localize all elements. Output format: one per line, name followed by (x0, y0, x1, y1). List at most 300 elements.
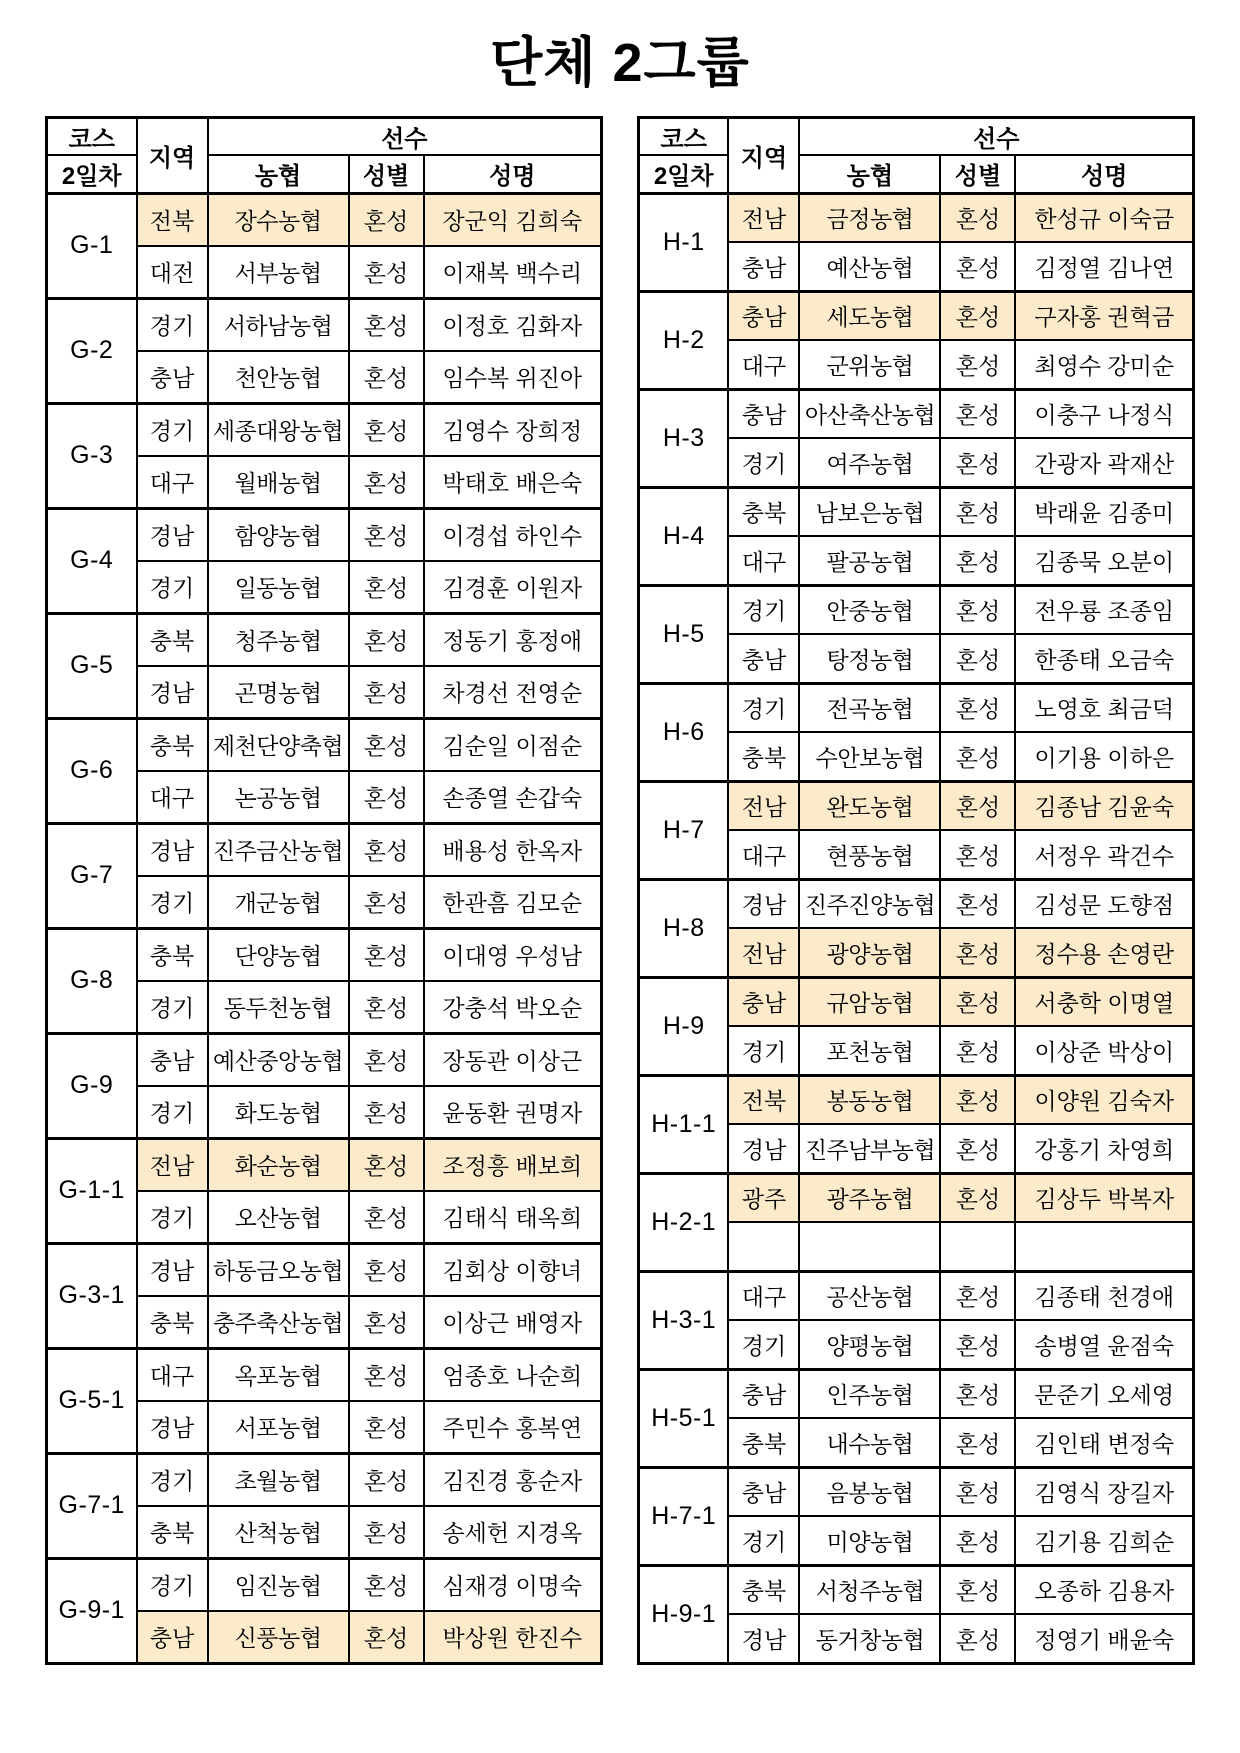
name-cell: 김기용 김희순 (1015, 1516, 1193, 1565)
name-cell: 김인태 변정숙 (1015, 1418, 1193, 1467)
gender-cell: 혼성 (940, 1369, 1015, 1418)
region-cell: 충북 (728, 732, 799, 781)
region-cell: 전남 (728, 781, 799, 830)
coop-cell: 제천단양축협 (208, 718, 349, 771)
course-cell: H-1-1 (638, 1075, 728, 1173)
coop-cell: 청주농협 (208, 613, 349, 666)
course-cell: H-4 (638, 487, 728, 585)
coop-cell (799, 1222, 940, 1271)
gender-cell: 혼성 (349, 403, 424, 456)
name-cell: 장동관 이상근 (424, 1033, 602, 1086)
gender-cell: 혼성 (940, 1124, 1015, 1173)
region-cell: 경기 (137, 1191, 208, 1244)
gender-cell: 혼성 (940, 389, 1015, 438)
name-cell: 김종태 천경애 (1015, 1271, 1193, 1320)
course-cell: H-3-1 (638, 1271, 728, 1369)
gender-cell: 혼성 (349, 1611, 424, 1664)
table-body (47, 193, 602, 1663)
region-cell: 충남 (728, 977, 799, 1026)
region-cell: 경남 (728, 879, 799, 928)
coop-cell: 현풍농협 (799, 830, 940, 879)
name-cell: 김회상 이향녀 (424, 1243, 602, 1296)
region-cell: 대구 (137, 1348, 208, 1401)
region-cell: 충북 (137, 928, 208, 981)
gender-cell: 혼성 (940, 1075, 1015, 1124)
coop-cell: 하동금오농협 (208, 1243, 349, 1296)
coop-cell: 아산축산농협 (799, 389, 940, 438)
coop-cell: 세종대왕농협 (208, 403, 349, 456)
course-cell: G-2 (47, 298, 137, 403)
tables-container (45, 116, 1195, 1665)
header-region: 지역 (728, 117, 799, 193)
course-cell: G-3-1 (47, 1243, 137, 1348)
name-cell: 정수용 손영란 (1015, 928, 1193, 977)
region-cell: 충남 (728, 634, 799, 683)
region-cell: 경남 (137, 1401, 208, 1454)
coop-cell: 함양농협 (208, 508, 349, 561)
coop-cell: 안중농협 (799, 585, 940, 634)
name-cell: 간광자 곽재산 (1015, 438, 1193, 487)
region-cell: 충남 (137, 1611, 208, 1664)
name-cell: 김태식 태옥희 (424, 1191, 602, 1244)
coop-cell: 군위농협 (799, 340, 940, 389)
coop-cell: 포천농협 (799, 1026, 940, 1075)
course-cell: G-1-1 (47, 1138, 137, 1243)
gender-cell: 혼성 (940, 634, 1015, 683)
course-cell: H-9 (638, 977, 728, 1075)
header-course: 코스 (47, 117, 137, 155)
team-row (638, 879, 1193, 928)
name-cell: 박상원 한진수 (424, 1611, 602, 1664)
team-row (638, 977, 1193, 1026)
name-cell: 김성문 도향점 (1015, 879, 1193, 928)
coop-cell: 단양농협 (208, 928, 349, 981)
gender-cell: 혼성 (940, 830, 1015, 879)
region-cell: 대구 (137, 771, 208, 824)
coop-cell: 산척농협 (208, 1506, 349, 1559)
name-cell: 심재경 이명숙 (424, 1558, 602, 1611)
coop-cell: 서포농협 (208, 1401, 349, 1454)
course-cell: H-5-1 (638, 1369, 728, 1467)
gender-cell: 혼성 (940, 1565, 1015, 1614)
name-cell: 김상두 박복자 (1015, 1173, 1193, 1222)
course-cell: H-5 (638, 585, 728, 683)
group-table-left (45, 116, 603, 1665)
gender-cell: 혼성 (349, 1401, 424, 1454)
coop-cell: 탕정농협 (799, 634, 940, 683)
region-cell: 경기 (728, 1026, 799, 1075)
coop-cell: 세도농협 (799, 291, 940, 340)
region-cell: 경남 (137, 1243, 208, 1296)
course-cell: G-1 (47, 193, 137, 298)
region-cell: 경기 (137, 1086, 208, 1139)
name-cell: 송병열 윤점숙 (1015, 1320, 1193, 1369)
region-cell: 경기 (137, 1558, 208, 1611)
name-cell: 최영수 강미순 (1015, 340, 1193, 389)
name-cell: 김영식 장길자 (1015, 1467, 1193, 1516)
coop-cell: 오산농협 (208, 1191, 349, 1244)
team-row (638, 1173, 1193, 1222)
coop-cell: 논공농협 (208, 771, 349, 824)
name-cell: 김순일 이점순 (424, 718, 602, 771)
coop-cell: 초월농협 (208, 1453, 349, 1506)
name-cell: 강홍기 차영희 (1015, 1124, 1193, 1173)
gender-cell: 혼성 (940, 1026, 1015, 1075)
name-cell: 이경섭 하인수 (424, 508, 602, 561)
gender-cell: 혼성 (349, 508, 424, 561)
coop-cell: 금정농협 (799, 193, 940, 242)
region-cell: 충남 (728, 389, 799, 438)
team-row (638, 1075, 1193, 1124)
region-cell: 대구 (728, 340, 799, 389)
gender-cell: 혼성 (349, 981, 424, 1034)
gender-cell: 혼성 (349, 1453, 424, 1506)
header-player: 선수 (208, 117, 602, 155)
region-cell: 충북 (728, 487, 799, 536)
coop-cell: 화순농협 (208, 1138, 349, 1191)
name-cell: 서정우 곽건수 (1015, 830, 1193, 879)
table-header (638, 117, 1193, 193)
name-cell: 이재복 백수리 (424, 246, 602, 299)
region-cell: 충남 (728, 1369, 799, 1418)
gender-cell: 혼성 (940, 242, 1015, 291)
coop-cell: 내수농협 (799, 1418, 940, 1467)
course-cell: G-4 (47, 508, 137, 613)
gender-cell (940, 1222, 1015, 1271)
name-cell: 한성규 이숙금 (1015, 193, 1193, 242)
gender-cell: 혼성 (940, 585, 1015, 634)
coop-cell: 팔공농협 (799, 536, 940, 585)
coop-cell: 화도농협 (208, 1086, 349, 1139)
region-cell: 경기 (728, 438, 799, 487)
gender-cell: 혼성 (349, 1033, 424, 1086)
gender-cell: 혼성 (349, 1348, 424, 1401)
team-row (638, 585, 1193, 634)
name-cell: 이정호 김화자 (424, 298, 602, 351)
gender-cell: 혼성 (940, 928, 1015, 977)
region-cell: 경기 (137, 1453, 208, 1506)
gender-cell: 혼성 (349, 1243, 424, 1296)
gender-cell: 혼성 (940, 291, 1015, 340)
region-cell: 충북 (728, 1565, 799, 1614)
coop-cell: 광양농협 (799, 928, 940, 977)
course-cell: H-8 (638, 879, 728, 977)
gender-cell: 혼성 (349, 456, 424, 509)
course-cell: G-8 (47, 928, 137, 1033)
name-cell: 이상준 박상이 (1015, 1026, 1193, 1075)
name-cell: 정동기 홍정애 (424, 613, 602, 666)
coop-cell: 동거창농협 (799, 1614, 940, 1663)
team-row (47, 823, 602, 876)
region-cell: 경남 (728, 1614, 799, 1663)
coop-cell: 진주남부농협 (799, 1124, 940, 1173)
team-row (47, 403, 602, 456)
coop-cell: 전곡농협 (799, 683, 940, 732)
header-day: 2일차 (638, 155, 728, 193)
gender-cell: 혼성 (940, 1516, 1015, 1565)
team-row (47, 718, 602, 771)
team-row (638, 781, 1193, 830)
region-cell: 경기 (728, 683, 799, 732)
coop-cell: 공산농협 (799, 1271, 940, 1320)
name-cell: 송세헌 지경옥 (424, 1506, 602, 1559)
region-cell: 경기 (137, 298, 208, 351)
gender-cell: 혼성 (349, 1138, 424, 1191)
course-cell: G-3 (47, 403, 137, 508)
coop-cell: 여주농협 (799, 438, 940, 487)
course-cell: G-5 (47, 613, 137, 718)
gender-cell: 혼성 (940, 732, 1015, 781)
region-cell: 전북 (137, 193, 208, 246)
name-cell: 김경훈 이원자 (424, 561, 602, 614)
course-cell: H-9-1 (638, 1565, 728, 1663)
gender-cell: 혼성 (940, 487, 1015, 536)
team-row (638, 683, 1193, 732)
header-player: 선수 (799, 117, 1193, 155)
region-cell: 대구 (728, 536, 799, 585)
name-cell: 주민수 홍복연 (424, 1401, 602, 1454)
name-cell: 이기용 이하은 (1015, 732, 1193, 781)
team-row (638, 291, 1193, 340)
course-cell: G-7 (47, 823, 137, 928)
gender-cell: 혼성 (940, 193, 1015, 242)
gender-cell: 혼성 (349, 876, 424, 929)
course-cell: G-6 (47, 718, 137, 823)
course-cell: H-1 (638, 193, 728, 291)
region-cell (728, 1222, 799, 1271)
region-cell: 전북 (728, 1075, 799, 1124)
table-body (638, 193, 1193, 1663)
course-cell: G-9 (47, 1033, 137, 1138)
coop-cell: 일동농협 (208, 561, 349, 614)
region-cell: 충남 (728, 291, 799, 340)
group-table-right (637, 116, 1195, 1665)
team-row (47, 193, 602, 246)
coop-cell: 천안농협 (208, 351, 349, 404)
name-cell: 한종태 오금숙 (1015, 634, 1193, 683)
name-cell: 조정흥 배보희 (424, 1138, 602, 1191)
team-row (47, 1138, 602, 1191)
header-gender: 성별 (349, 155, 424, 193)
gender-cell: 혼성 (940, 438, 1015, 487)
team-row (638, 1565, 1193, 1614)
region-cell: 경남 (137, 823, 208, 876)
gender-cell: 혼성 (349, 1506, 424, 1559)
name-cell: 임수복 위진아 (424, 351, 602, 404)
course-cell: G-5-1 (47, 1348, 137, 1453)
coop-cell: 수안보농협 (799, 732, 940, 781)
team-row (47, 1033, 602, 1086)
name-cell: 전우룡 조종임 (1015, 585, 1193, 634)
header-coop: 농협 (799, 155, 940, 193)
name-cell: 이충구 나정식 (1015, 389, 1193, 438)
coop-cell: 완도농협 (799, 781, 940, 830)
team-row (638, 1467, 1193, 1516)
team-row (47, 1243, 602, 1296)
gender-cell: 혼성 (349, 666, 424, 719)
table-header (47, 117, 602, 193)
region-cell: 충북 (137, 1506, 208, 1559)
name-cell: 박태호 배은숙 (424, 456, 602, 509)
team-row (638, 1271, 1193, 1320)
gender-cell: 혼성 (349, 718, 424, 771)
gender-cell: 혼성 (940, 1614, 1015, 1663)
team-row (47, 1558, 602, 1611)
name-cell: 이양원 김숙자 (1015, 1075, 1193, 1124)
region-cell: 경기 (137, 981, 208, 1034)
gender-cell: 혼성 (940, 781, 1015, 830)
gender-cell: 혼성 (349, 193, 424, 246)
region-cell: 충남 (728, 1467, 799, 1516)
name-cell: 김진경 홍순자 (424, 1453, 602, 1506)
gender-cell: 혼성 (349, 246, 424, 299)
coop-cell: 서청주농협 (799, 1565, 940, 1614)
team-row (47, 1453, 602, 1506)
name-cell (1015, 1222, 1193, 1271)
header-name: 성명 (424, 155, 602, 193)
coop-cell: 광주농협 (799, 1173, 940, 1222)
course-cell: H-2-1 (638, 1173, 728, 1271)
gender-cell: 혼성 (349, 928, 424, 981)
name-cell: 김종남 김윤숙 (1015, 781, 1193, 830)
region-cell: 광주 (728, 1173, 799, 1222)
region-cell: 경남 (728, 1124, 799, 1173)
gender-cell: 혼성 (349, 1558, 424, 1611)
region-cell: 충남 (137, 351, 208, 404)
team-row (47, 928, 602, 981)
name-cell: 서충학 이명열 (1015, 977, 1193, 1026)
name-cell: 이상근 배영자 (424, 1296, 602, 1349)
course-cell: G-9-1 (47, 1558, 137, 1663)
gender-cell: 혼성 (349, 1086, 424, 1139)
team-row (638, 193, 1193, 242)
region-cell: 경기 (728, 1516, 799, 1565)
coop-cell: 옥포농협 (208, 1348, 349, 1401)
coop-cell: 봉동농협 (799, 1075, 940, 1124)
region-cell: 전남 (728, 928, 799, 977)
team-row (638, 487, 1193, 536)
gender-cell: 혼성 (349, 1191, 424, 1244)
coop-cell: 장수농협 (208, 193, 349, 246)
team-row (47, 508, 602, 561)
gender-cell: 혼성 (940, 1271, 1015, 1320)
name-cell: 배용성 한옥자 (424, 823, 602, 876)
coop-cell: 동두천농협 (208, 981, 349, 1034)
name-cell: 정영기 배윤숙 (1015, 1614, 1193, 1663)
coop-cell: 음봉농협 (799, 1467, 940, 1516)
region-cell: 충남 (137, 1033, 208, 1086)
gender-cell: 혼성 (349, 613, 424, 666)
name-cell: 한관흠 김모순 (424, 876, 602, 929)
region-cell: 경남 (137, 508, 208, 561)
name-cell: 김영수 장희정 (424, 403, 602, 456)
gender-cell: 혼성 (349, 771, 424, 824)
name-cell: 김정열 김나연 (1015, 242, 1193, 291)
coop-cell: 인주농협 (799, 1369, 940, 1418)
region-cell: 충북 (137, 1296, 208, 1349)
region-cell: 경기 (137, 561, 208, 614)
course-cell: H-3 (638, 389, 728, 487)
region-cell: 전남 (728, 193, 799, 242)
name-cell: 손종열 손갑숙 (424, 771, 602, 824)
course-cell: G-7-1 (47, 1453, 137, 1558)
gender-cell: 혼성 (940, 977, 1015, 1026)
coop-cell: 서하남농협 (208, 298, 349, 351)
gender-cell: 혼성 (349, 561, 424, 614)
coop-cell: 신풍농협 (208, 1611, 349, 1664)
gender-cell: 혼성 (940, 1320, 1015, 1369)
header-day: 2일차 (47, 155, 137, 193)
page-title: 단체 2그룹 (490, 33, 750, 93)
coop-cell: 진주진양농협 (799, 879, 940, 928)
gender-cell: 혼성 (940, 1418, 1015, 1467)
region-cell: 충남 (728, 242, 799, 291)
region-cell: 경기 (728, 585, 799, 634)
gender-cell: 혼성 (349, 1296, 424, 1349)
name-cell: 차경선 전영순 (424, 666, 602, 719)
region-cell: 대구 (728, 1271, 799, 1320)
gender-cell: 혼성 (940, 340, 1015, 389)
name-cell: 이대영 우성남 (424, 928, 602, 981)
team-row (47, 1348, 602, 1401)
name-cell: 오종하 김용자 (1015, 1565, 1193, 1614)
region-cell: 경남 (137, 666, 208, 719)
team-row (47, 613, 602, 666)
coop-cell: 서부농협 (208, 246, 349, 299)
team-row (638, 1369, 1193, 1418)
team-row (47, 298, 602, 351)
header-gender: 성별 (940, 155, 1015, 193)
team-row (638, 389, 1193, 438)
region-cell: 충북 (137, 718, 208, 771)
coop-cell: 미양농협 (799, 1516, 940, 1565)
gender-cell: 혼성 (940, 1467, 1015, 1516)
course-cell: H-7 (638, 781, 728, 879)
coop-cell: 개군농협 (208, 876, 349, 929)
coop-cell: 곤명농협 (208, 666, 349, 719)
coop-cell: 예산중앙농협 (208, 1033, 349, 1086)
region-cell: 전남 (137, 1138, 208, 1191)
coop-cell: 충주축산농협 (208, 1296, 349, 1349)
name-cell: 엄종호 나순희 (424, 1348, 602, 1401)
gender-cell: 혼성 (349, 823, 424, 876)
coop-cell: 남보은농협 (799, 487, 940, 536)
name-cell: 문준기 오세영 (1015, 1369, 1193, 1418)
coop-cell: 월배농협 (208, 456, 349, 509)
course-cell: H-2 (638, 291, 728, 389)
region-cell: 경기 (137, 403, 208, 456)
region-cell: 경기 (728, 1320, 799, 1369)
header-name: 성명 (1015, 155, 1193, 193)
coop-cell: 진주금산농협 (208, 823, 349, 876)
gender-cell: 혼성 (349, 351, 424, 404)
coop-cell: 임진농협 (208, 1558, 349, 1611)
coop-cell: 규암농협 (799, 977, 940, 1026)
header-course: 코스 (638, 117, 728, 155)
gender-cell: 혼성 (940, 1173, 1015, 1222)
header-region: 지역 (137, 117, 208, 193)
gender-cell: 혼성 (940, 879, 1015, 928)
region-cell: 대구 (728, 830, 799, 879)
region-cell: 대구 (137, 456, 208, 509)
course-cell: H-6 (638, 683, 728, 781)
name-cell: 노영호 최금덕 (1015, 683, 1193, 732)
name-cell: 장군익 김희숙 (424, 193, 602, 246)
region-cell: 대전 (137, 246, 208, 299)
gender-cell: 혼성 (349, 298, 424, 351)
name-cell: 강충석 박오순 (424, 981, 602, 1034)
name-cell: 윤동환 권명자 (424, 1086, 602, 1139)
